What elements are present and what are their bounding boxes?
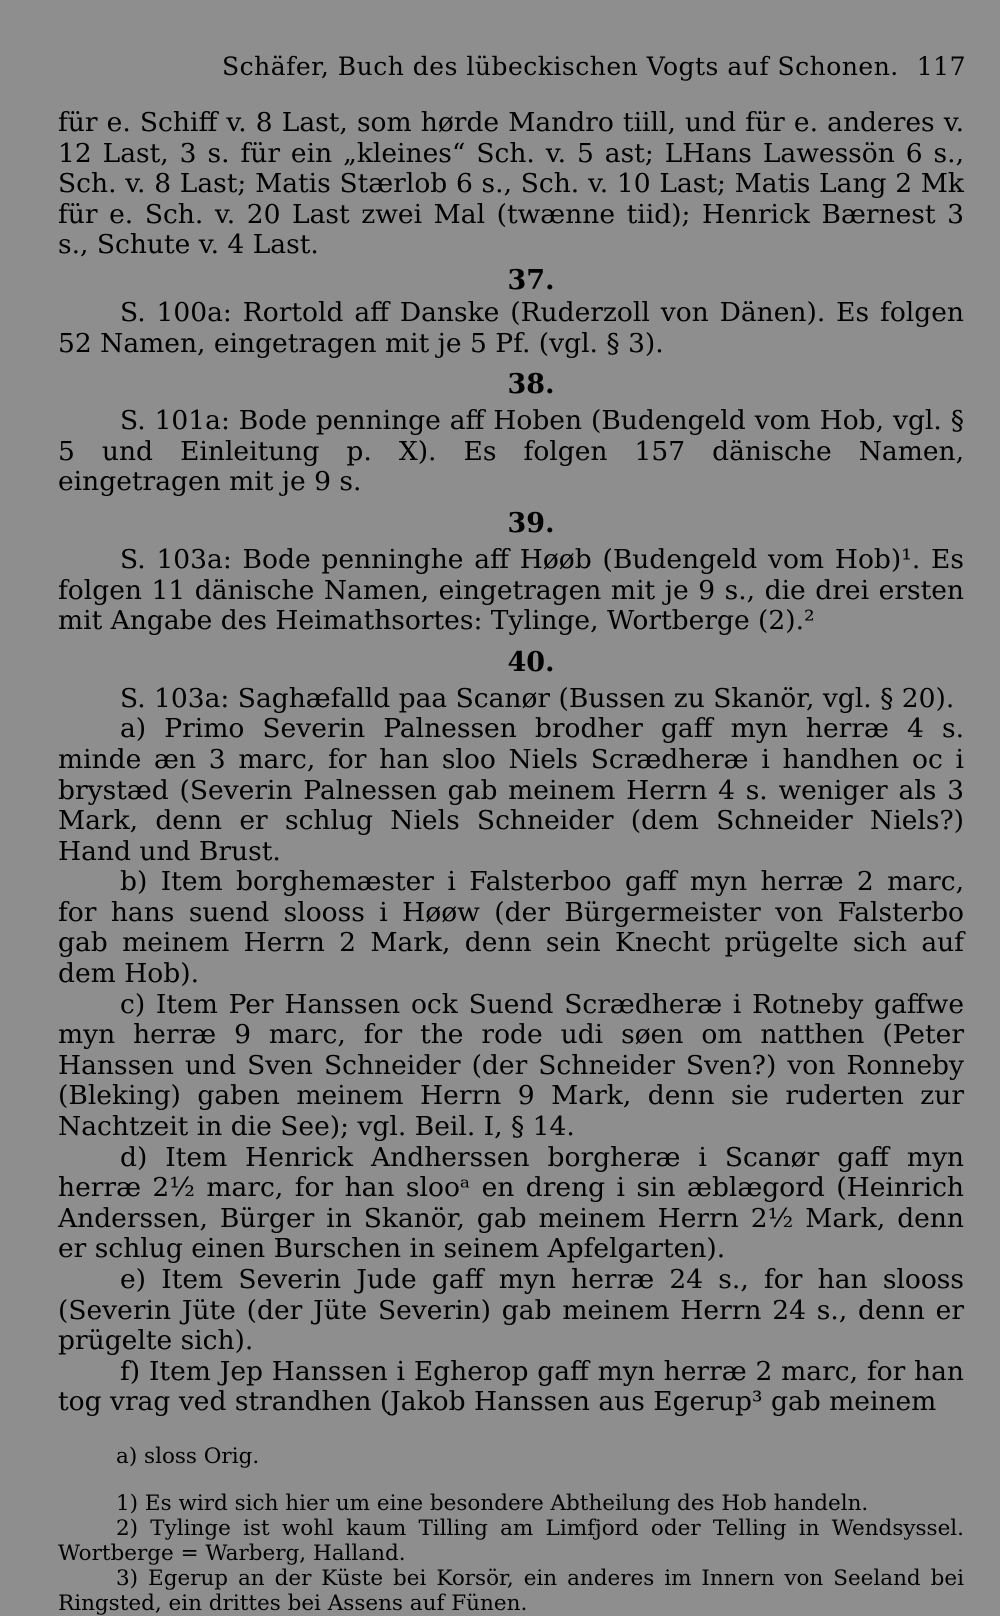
item-b: b) Item borghemæster i Falsterboo gaff myn herræ 2 marc, for hans suend slooss i Høøw (der Bürgermeister von Falsterbo gab meinem Herrn 2 Mark, denn sein Knecht prügelte sich auf dem Hob). bbox=[58, 866, 964, 990]
item-e: e) Item Severin Jude gaff myn herræ 24 s., for han slooss (Severin Jüte (der Jüte Severin) gab meinem Herrn 24 s., denn er prügelte sich). bbox=[58, 1264, 964, 1357]
section-number-39: 39. bbox=[507, 507, 555, 539]
section-number-37: 37. bbox=[507, 264, 555, 296]
footnote-a: a) sloss Orig. bbox=[116, 1443, 260, 1469]
section-number-40: 40. bbox=[507, 646, 555, 678]
item-d: d) Item Henrick Andherssen borgheræ i Scanør gaff myn herræ 2½ marc, for han slooᵃ en dreng i sin æblægord (Heinrich Anderssen, Bürger in Skanör, gab meinem Herrn 2½ Mark, denn er schlug einen Burschen in seinem Apfelgarten). bbox=[58, 1141, 964, 1265]
section-text-38: S. 101a: Bode penninge aff Hoben (Budengeld vom Hob, vgl. § 5 und Einleitung p. X). Es folgen 157 dänische Namen, eingetragen mit je 9 s. bbox=[58, 405, 964, 498]
item-a: a) Primo Severin Palnessen brodher gaff myn herræ 4 s. minde æn 3 marc, for han sloo Niels Scrædheræ i handhen oc i brystæd (Severin Palnessen gab meinem Herrn 4 s. weniger als 3 Mark, denn er schlug Niels Schneider (dem Schneider Niels?) Hand und Brust. bbox=[58, 713, 964, 867]
section-text-40: S. 103a: Saghæfalld paa Scanør (Bussen zu Skanör, vgl. § 20). bbox=[120, 682, 955, 714]
page-number: 117 bbox=[916, 52, 966, 81]
main-text bbox=[58, 108, 964, 1616]
section-text-39: S. 103a: Bode penninghe aff Høøb (Budengeld vom Hob)¹. Es folgen 11 dänische Namen, eingetragen mit je 9 s., die drei ersten mit Angabe des Heimathsortes: Tylinge, Wortberge (2).² bbox=[58, 543, 964, 637]
running-header bbox=[0, 52, 1000, 88]
section-number-38: 38. bbox=[507, 369, 555, 401]
footnotes bbox=[58, 1444, 964, 1616]
footnote-2: 2) Tylinge ist wohl kaum Tilling am Limfjord oder Telling in Wendsyssel. Wortberge = Warberg, Halland. bbox=[58, 1515, 964, 1566]
section-text-37: S. 100a: Rortold aff Danske (Ruderzoll von Dänen). Es folgen 52 Namen, eingetragen mit je 5 Pf. (vgl. § 3). bbox=[58, 296, 964, 359]
running-title: Schäfer, Buch des lübeckischen Vogts auf Schonen. bbox=[222, 52, 899, 81]
intro-paragraph: für e. Schiff v. 8 Last, som hørde Mandro tiill, und für e. anderes v. 12 Last, 3 s. für ein „kleines“ Sch. v. 5 ast; LHans Lawessön 6 s., Sch. v. 8 Last; Matis Stærlob 6 s., Sch. v. 10 Last; Matis Lang 2 Mk für e. Sch. v. 20 Last zwei Mal (twænne tiid); Henrick Bærnest 3 s., Schute v. 4 Last. bbox=[58, 107, 964, 261]
item-c: c) Item Per Hanssen ock Suend Scrædheræ i Rotneby gaffwe myn herræ 9 marc, for the rode udi søen om natthen (Peter Hanssen und Sven Schneider (der Schneider Sven?) von Ronneby (Bleking) gaben meinem Herrn 9 Mark, denn sie ruderten zur Nachtzeit in die See); vgl. Beil. I, § 14. bbox=[58, 988, 964, 1143]
item-f: f) Item Jep Hanssen i Egherop gaff myn herræ 2 marc, for han tog vrag ved strandhen (Jakob Hanssen aus Egerup³ gab meinem bbox=[58, 1355, 964, 1418]
footnote-1: 1) Es wird sich hier um eine besondere Abtheilung des Hob handeln. bbox=[116, 1490, 869, 1516]
footnote-3: 3) Egerup an der Küste bei Korsör, ein anderes im Innern von Seeland bei Ringsted, ein drittes bei Assens auf Fünen. bbox=[58, 1565, 964, 1616]
